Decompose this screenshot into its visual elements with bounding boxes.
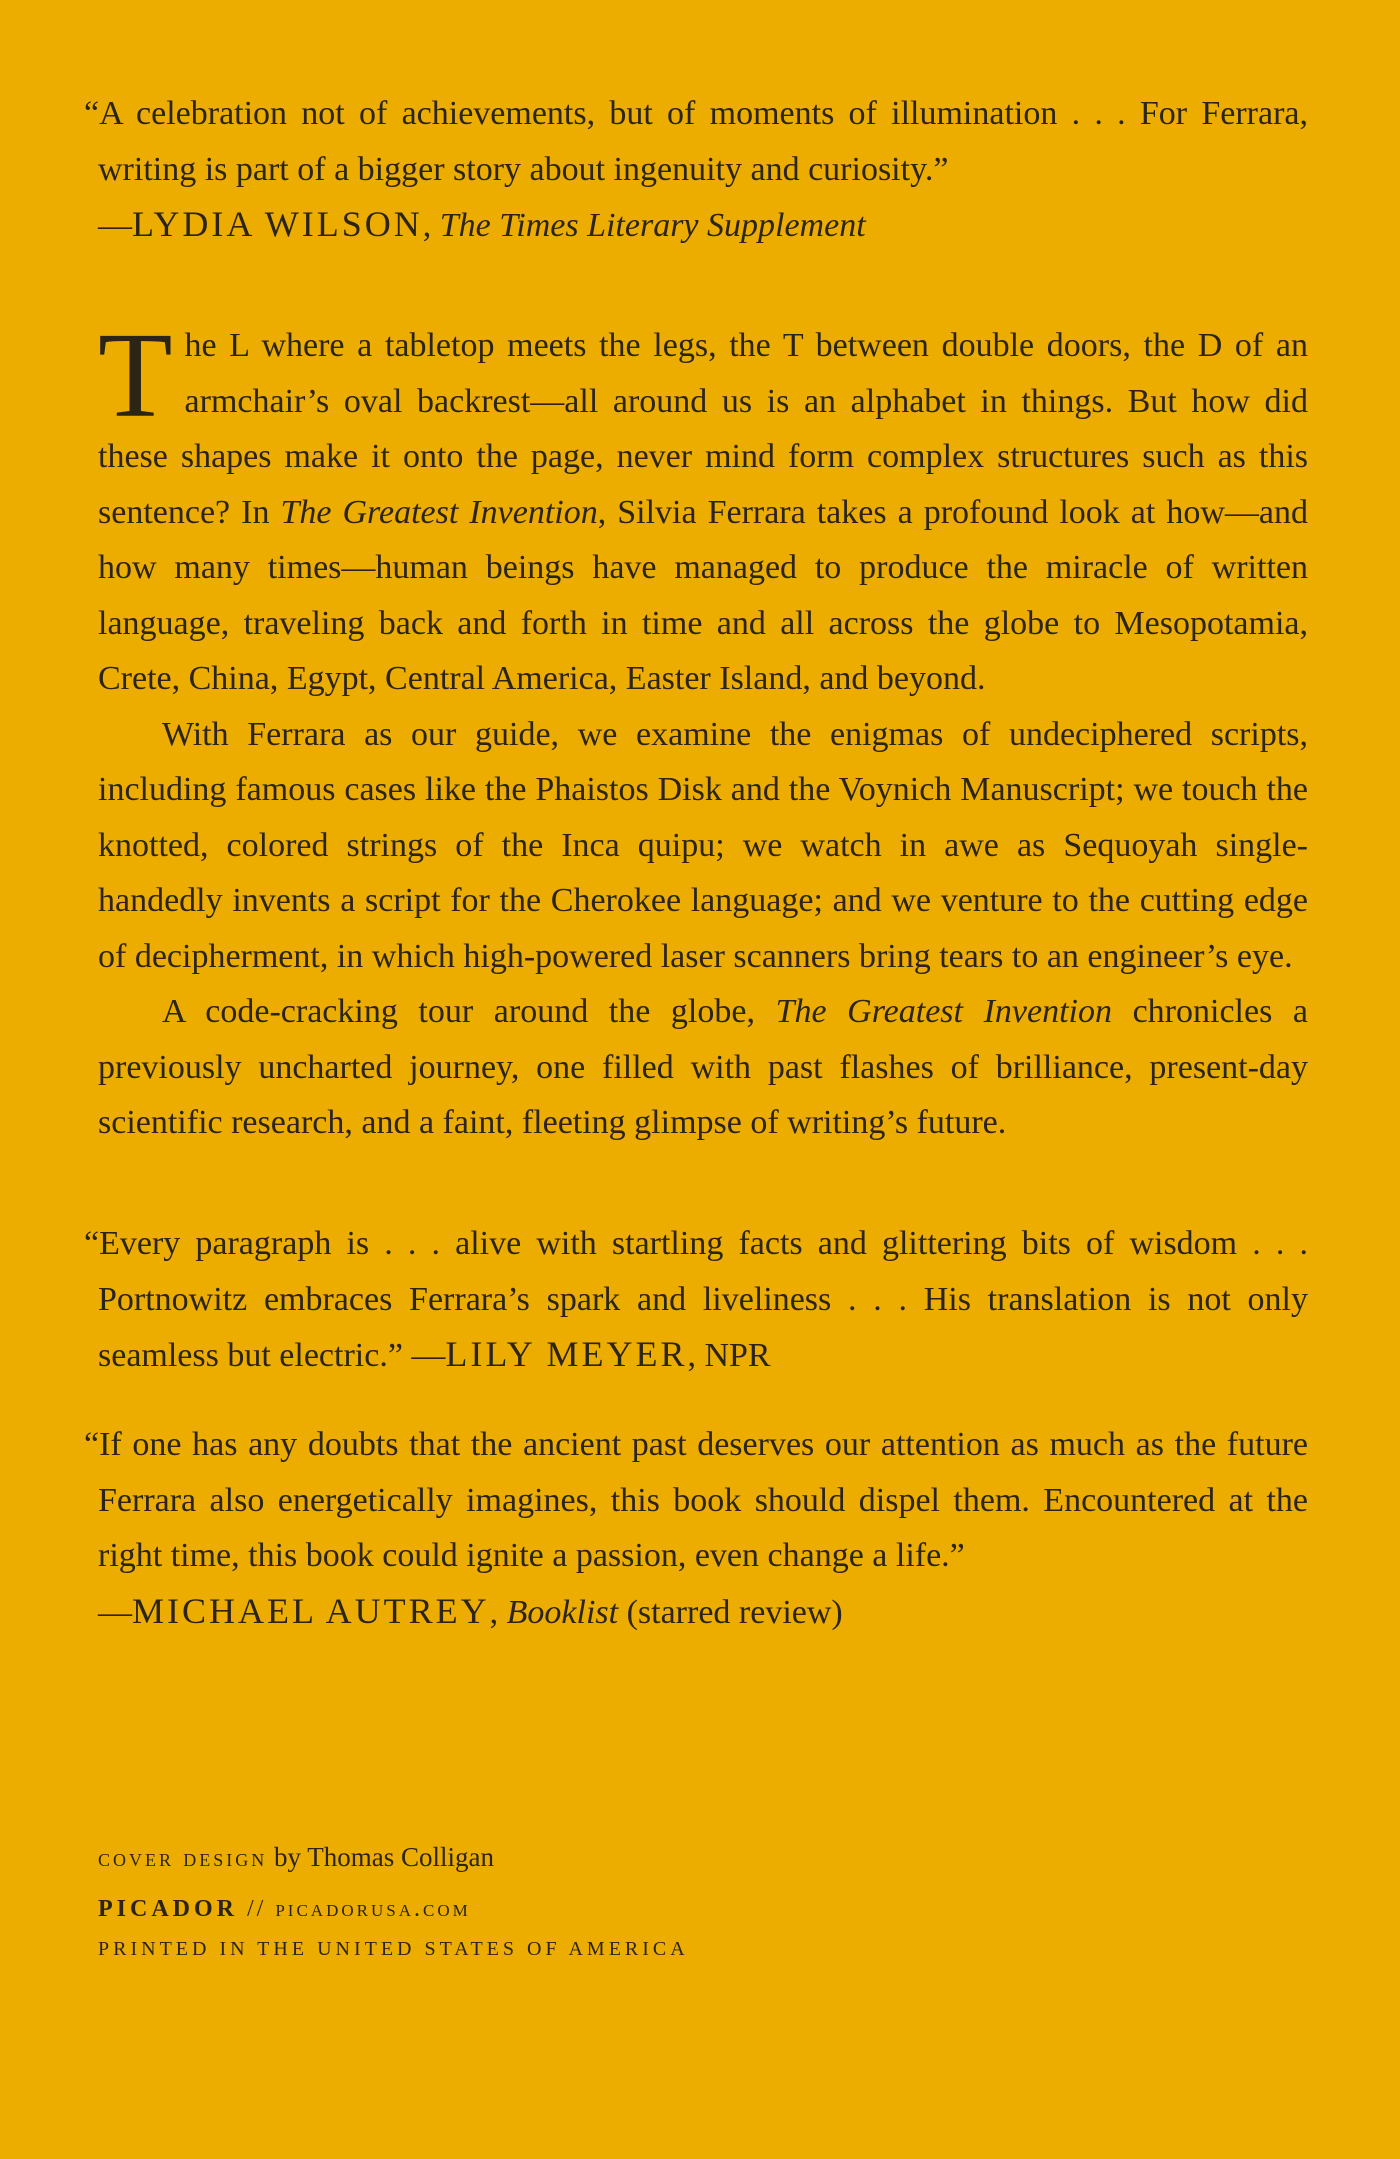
paragraph-text: he L where a tabletop meets the legs, the T between double doors, the D of an armchair’s oval backrest—all around us is an alphabet in things. But how did these shapes make it onto the page, never mind form complex structures such as this sentence? In	[98, 327, 1308, 531]
book-title: The Greatest Invention	[775, 993, 1112, 1030]
quote-source: Booklist	[506, 1593, 619, 1631]
book-description	[98, 308, 1308, 1151]
attribution-separator: ,	[422, 207, 440, 244]
description-paragraph-3	[98, 984, 1308, 1151]
printed-in-line: PRINTED IN THE UNITED STATES OF AMERICA	[98, 1938, 689, 1960]
review-quote-tls	[84, 86, 1308, 254]
quote-text: “A celebration not of achievements, but of moments of illumination . . . For Ferrara, writing is part of a bigger story about ingenuity and curiosity.”	[84, 95, 1308, 188]
description-paragraph-1	[98, 308, 1308, 707]
attribution-dash: —	[411, 1337, 446, 1374]
quote-author: LYDIA WILSON	[132, 204, 423, 244]
publisher-separator: //	[238, 1896, 276, 1922]
description-paragraph-2: With Ferrara as our guide, we examine the enigmas of undeciphered scripts, including famous cases like the Phaistos Disk and the Voynich Manuscript; we touch the knotted, colored strings of the Inca quipu; we watch in awe as Sequoyah single-handedly invents a script for the Cherokee language; and we venture to the cutting edge of decipherment, in which high-powered laser scanners bring tears to an engineer’s eye.	[98, 715, 1308, 975]
quote-attribution	[98, 197, 1308, 254]
attribution-separator: ,	[687, 1337, 705, 1374]
book-title: The Greatest Invention	[280, 493, 598, 531]
drop-cap: T	[98, 308, 173, 443]
attribution-dash: —	[98, 207, 132, 244]
review-quote-booklist	[84, 1417, 1308, 1640]
quote-body: “Every paragraph is . . . alive with startling facts and glittering bits of wisdom . . . Portnowitz embraces Ferrara’s spark and liveliness . . . His translation is not only seamless but electric.”	[84, 1225, 1308, 1374]
quote-source: The Times Literary Supplement	[439, 207, 866, 244]
publisher-website: picadorusa.com	[275, 1896, 471, 1922]
designer-name: by Thomas Colligan	[267, 1842, 495, 1872]
cover-design-label: cover design	[98, 1845, 268, 1872]
quote-text	[84, 1216, 1308, 1384]
quote-author: LILY MEYER	[445, 1334, 688, 1374]
quote-source: NPR	[704, 1337, 771, 1374]
review-quote-npr	[84, 1216, 1308, 1384]
paragraph-text: , Silvia Ferrara takes a profound look at how—and how many times—human beings have managed to produce the miracle of written language, traveling back and forth in time and all across the globe to Mesopotamia, Crete, China, Egypt, Central America, Easter Island, and beyond.	[98, 493, 1308, 697]
attribution-separator: ,	[489, 1593, 507, 1631]
quote-author: MICHAEL AUTREY	[132, 1590, 490, 1631]
attribution-dash: —	[98, 1593, 132, 1631]
paragraph-text: A code-cracking tour around the globe,	[162, 993, 776, 1030]
cover-design-credit	[98, 1842, 998, 1873]
quote-text: “If one has any doubts that the ancient past deserves our attention as much as the future Ferrara also energetically imagines, this book should dispel them. Encountered at the right time, this book could ignite a passion, even change a life.”	[84, 1426, 1308, 1574]
publisher-name: PICADOR	[98, 1896, 238, 1922]
publisher-line	[98, 1896, 998, 1923]
paragraph-text: chronicles a previously uncharted journey, one filled with past flashes of brilliance, present-day scientific research, and a faint, fleeting glimpse of writing’s future.	[98, 993, 1308, 1141]
quote-note: (starred review)	[618, 1593, 843, 1631]
quote-attribution	[98, 1584, 1308, 1641]
